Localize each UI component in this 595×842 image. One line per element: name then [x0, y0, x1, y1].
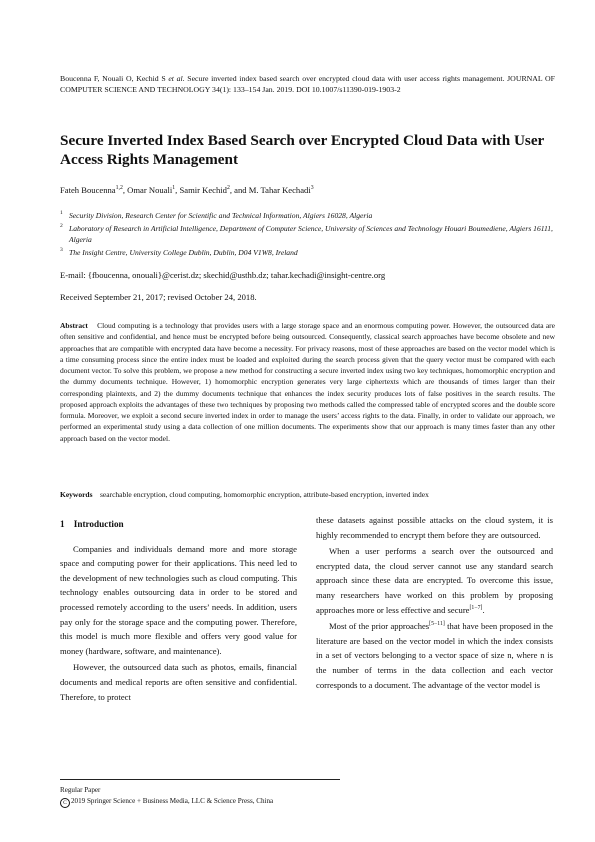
footnote [60, 785, 460, 808]
paragraph: these datasets against possible attacks on the cloud system, it is highly recommended to encrypt them before they are outsourced. [316, 515, 553, 540]
citation-reference: [1−7] [469, 604, 483, 611]
affiliation-list [60, 210, 555, 260]
author-separator: , and [229, 185, 249, 195]
abstract [60, 320, 555, 444]
affiliation-item [60, 223, 555, 246]
author-name: M. Tahar Kechadi [248, 185, 311, 195]
author-name: Fateh Boucenna [60, 185, 116, 195]
author-affiliation-mark: 2 [226, 185, 230, 192]
affiliation-number: 2 [60, 222, 63, 229]
copyright-line [60, 796, 460, 808]
abstract-text: Cloud computing is a technology that provides users with a large storage space and an enormous computing power. However, the outsourced data are often sensitive and confidential, and hence must be encrypted before being outsourced. Consequently, classical search approaches have become obsolete and new approaches that are compatible with encrypted data have become a necessity. For privacy reasons, most of these approaches are based on the vector model which is a time consuming process since the entire index must be loaded and exploited during the search process given that the query vector must be compared with each document vector. To solve this problem, we propose a new method for constructing a secure inverted index using two key techniques, homomorphic encryption and the dummy documents technique. However, 1) homomorphic encryption generates very large ciphertexts which are thousands of times larger than their corresponding plaintexts, and 2) the dummy documents technique that enhances the index security produces lots of false positives in the search results. The proposed approach exploits the advantages of these two techniques by proposing two methods called the compressed table of encrypted scores and the double score formula. Moreover, we exploit a second secure inverted index in order to manage the users’ access rights to the data. Finally, in order to validate our approach, we performed an experimental study using a data collection of one million documents. The experiments show that our approach is many times faster than any other approach based on the vector model. [60, 321, 555, 443]
paragraph: Companies and individuals demand more and more storage space and computing power for their applications. This need led to the development of new technologies such as cloud computing. This technology enables outsourcing data in order to be stored and processed remotely according to the users’ needs. In addition, users pay only for the storage space and the computing power. Therefore, this model is much more flexible and offers very good value for money (hardware, software, and maintenance). [60, 543, 297, 656]
citation-header [60, 73, 555, 95]
paper-type: Regular Paper [60, 786, 101, 794]
affiliation-text: Security Division, Research Center for Scientific and Technical Information, Algiers 16028, Algeria [69, 211, 373, 220]
affiliation-text: The Insight Centre, University College Dublin, Dublin, D04 V1W8, Ireland [69, 248, 298, 258]
section-number: 1 [60, 519, 65, 529]
affiliation-item [60, 210, 555, 221]
author-emails: E-mail: {fboucenna, onouali}@cerist.dz; skechid@usthb.dz; tahar.kechadi@insight-centre.org [60, 270, 386, 280]
keywords-text: searchable encryption, cloud computing, homomorphic encryption, attribute-based encryption, inverted index [100, 490, 429, 499]
citation-authors: Boucenna F, Nouali O, Kechid S [60, 74, 169, 83]
section-title: Introduction [73, 519, 124, 529]
author-affiliation-mark: 3 [310, 185, 314, 192]
paragraph-text: When a user performs a search over the outsourced and encrypted data, the cloud server cannot use any standard search approach since these data are encrypted. To overcome this issue, many researchers have worked on this problem by proposing approaches more or less effective and secure [316, 546, 553, 615]
affiliation-number: 3 [60, 247, 63, 254]
paragraph-text: Most of the prior approaches [329, 621, 430, 632]
paragraph [316, 619, 553, 692]
author-name: Samir Kechid [179, 185, 227, 195]
keywords-label: Keywords [60, 490, 93, 499]
author-affiliation-mark: 1,2 [115, 185, 123, 192]
citation-reference: [5−11] [429, 621, 445, 628]
copyright-text: 2019 Springer Science + Business Media, LLC & Science Press, China [71, 796, 274, 805]
paper-title: Secure Inverted Index Based Search over Encrypted Cloud Data with User Access Rights Management [60, 132, 545, 168]
paragraph-text: that have been proposed in the literature are based on the vector model in which the index consists in a set of vectors belonging to a vector space of size n, where n is the number of terms in the data collection and each vector corresponds to a document. The advantage of the vector model is [316, 621, 553, 690]
keywords [60, 489, 555, 500]
author-separator: , [175, 185, 180, 195]
footnote-rule [60, 779, 340, 780]
left-column [60, 517, 297, 704]
copyright-icon: C [60, 798, 70, 808]
affiliation-item [60, 247, 555, 258]
affiliation-text: Laboratory of Research in Artificial Intelligence, Department of Computer Science, University of Sciences and Technology Houari Boumediene, Algiers 16111, Algeria [69, 223, 553, 245]
author-name: Omar Nouali [127, 185, 173, 195]
author-separator: , [122, 185, 128, 195]
paragraph [316, 544, 553, 617]
received-dates: Received September 21, 2017; revised October 24, 2018. [60, 292, 257, 302]
right-column [316, 513, 553, 692]
affiliation-number: 1 [60, 210, 63, 216]
citation-details: . Secure inverted index based search over encrypted cloud data with user access rights management. JOURNAL OF COMPUTER SCIENCE AND TECHNOLOGY 34(1): 133–154 Jan. 2019. DOI 10.1007/s11390-019-1903-2 [60, 74, 555, 95]
author-list [60, 185, 555, 196]
paragraph-text: . [482, 604, 485, 615]
abstract-label: Abstract [60, 321, 88, 330]
author-affiliation-mark: 1 [172, 185, 176, 192]
citation-etal: et al [168, 74, 183, 83]
section-heading [60, 517, 297, 532]
paragraph: However, the outsourced data such as photos, emails, financial documents and medical reports are often sensitive and confidential. Therefore, to protect [60, 662, 297, 702]
